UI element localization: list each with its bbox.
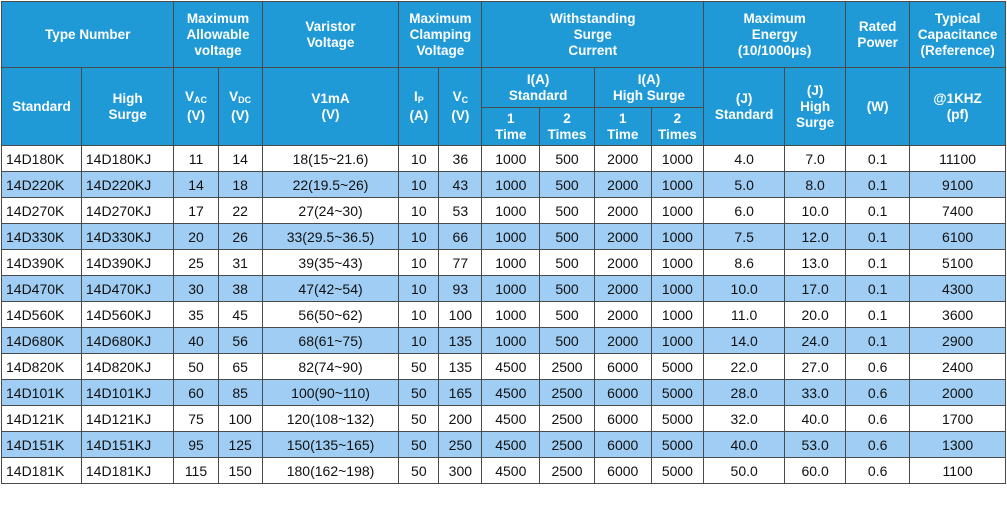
high-surge-type-cell: 14D181KJ	[81, 458, 174, 484]
std-2-times-cell: 2500	[540, 458, 595, 484]
rated-power-cell: 0.1	[846, 172, 910, 198]
standard-type-cell: 14D101K	[2, 380, 82, 406]
v1ma-cell: 150(135~165)	[262, 432, 399, 458]
hs-2-times-cell: 5000	[651, 432, 704, 458]
rated-power-cell: 0.6	[846, 380, 910, 406]
high-surge-header: High Surge	[81, 68, 174, 146]
ip-cell: 10	[399, 302, 439, 328]
capacitance-cell: 5100	[910, 250, 1006, 276]
hs-2-times-cell: 1000	[651, 198, 704, 224]
max-clamping-voltage-header: Maximum Clamping Voltage	[399, 2, 482, 68]
energy-high-surge-cell: 8.0	[785, 172, 846, 198]
vdc-cell: 45	[218, 302, 262, 328]
table-row	[2, 302, 1006, 328]
hs-2-times-cell: 5000	[651, 406, 704, 432]
vdc-cell: 31	[218, 250, 262, 276]
table-row	[2, 250, 1006, 276]
standard-1-time-header: 1 Time	[482, 108, 540, 146]
vc-cell: 135	[439, 328, 482, 354]
table-row	[2, 432, 1006, 458]
ip-cell: 50	[399, 458, 439, 484]
energy-standard-cell: 28.0	[704, 380, 785, 406]
std-1-time-cell: 1000	[482, 250, 540, 276]
std-1-time-cell: 1000	[482, 146, 540, 172]
v1ma-cell: 56(50~62)	[262, 302, 399, 328]
std-1-time-cell: 4500	[482, 406, 540, 432]
table-body	[2, 146, 1006, 484]
v1ma-cell: 39(35~43)	[262, 250, 399, 276]
ip-cell: 10	[399, 276, 439, 302]
energy-high-surge-cell: 53.0	[785, 432, 846, 458]
table-row	[2, 276, 1006, 302]
vdc-cell: 56	[218, 328, 262, 354]
v1ma-cell: 47(42~54)	[262, 276, 399, 302]
standard-type-cell: 14D270K	[2, 198, 82, 224]
ip-header: $I_P$ (A)	[399, 68, 439, 146]
rated-power-cell: 0.6	[846, 432, 910, 458]
standard-type-cell: 14D470K	[2, 276, 82, 302]
hs-1-time-cell: 2000	[594, 250, 651, 276]
std-1-time-cell: 1000	[482, 328, 540, 354]
vc-cell: 165	[439, 380, 482, 406]
standard-type-cell: 14D680K	[2, 328, 82, 354]
energy-standard-cell: 50.0	[704, 458, 785, 484]
ip-cell: 10	[399, 146, 439, 172]
energy-high-surge-header: (J) High Surge	[785, 68, 846, 146]
standard-type-cell: 14D151K	[2, 432, 82, 458]
energy-high-surge-cell: 60.0	[785, 458, 846, 484]
table-row	[2, 146, 1006, 172]
capacitance-unit-header: @1KHZ (pf)	[910, 68, 1006, 146]
vc-cell: 93	[439, 276, 482, 302]
vdc-cell: 26	[218, 224, 262, 250]
energy-standard-cell: 8.6	[704, 250, 785, 276]
vac-cell: 60	[174, 380, 218, 406]
ip-cell: 10	[399, 328, 439, 354]
energy-standard-cell: 4.0	[704, 146, 785, 172]
hs-1-time-cell: 6000	[594, 432, 651, 458]
std-1-time-cell: 4500	[482, 354, 540, 380]
v1ma-cell: 33(29.5~36.5)	[262, 224, 399, 250]
v1ma-cell: 18(15~21.6)	[262, 146, 399, 172]
table-header	[2, 2, 1006, 146]
high-surge-type-cell: 14D180KJ	[81, 146, 174, 172]
hs-1-time-cell: 6000	[594, 406, 651, 432]
high-surge-type-cell: 14D560KJ	[81, 302, 174, 328]
energy-standard-cell: 32.0	[704, 406, 785, 432]
hs-1-time-cell: 6000	[594, 354, 651, 380]
rated-power-cell: 0.6	[846, 406, 910, 432]
high-surge-type-cell: 14D390KJ	[81, 250, 174, 276]
vac-header: $V_{AC}$ (V)	[174, 68, 218, 146]
table-row	[2, 380, 1006, 406]
capacitance-cell: 1700	[910, 406, 1006, 432]
table-row	[2, 328, 1006, 354]
vc-cell: 77	[439, 250, 482, 276]
vac-cell: 95	[174, 432, 218, 458]
std-2-times-cell: 500	[540, 276, 595, 302]
vac-cell: 35	[174, 302, 218, 328]
std-2-times-cell: 500	[540, 146, 595, 172]
capacitance-cell: 4300	[910, 276, 1006, 302]
ip-cell: 10	[399, 250, 439, 276]
hs-2-times-cell: 5000	[651, 380, 704, 406]
typical-capacitance-header: Typical Capacitance (Reference)	[910, 2, 1006, 68]
vdc-cell: 22	[218, 198, 262, 224]
vac-cell: 25	[174, 250, 218, 276]
capacitance-cell: 2400	[910, 354, 1006, 380]
capacitance-cell: 2000	[910, 380, 1006, 406]
v1ma-cell: 120(108~132)	[262, 406, 399, 432]
vc-cell: 300	[439, 458, 482, 484]
high-surge-type-cell: 14D151KJ	[81, 432, 174, 458]
capacitance-cell: 6100	[910, 224, 1006, 250]
high-surge-2-times-header: 2 Times	[651, 108, 704, 146]
max-allowable-voltage-header: Maximum Allowable voltage	[174, 2, 262, 68]
std-1-time-cell: 1000	[482, 198, 540, 224]
rated-power-cell: 0.1	[846, 328, 910, 354]
v1ma-cell: 180(162~198)	[262, 458, 399, 484]
vdc-header: $V_{DC}$ (V)	[218, 68, 262, 146]
standard-type-cell: 14D181K	[2, 458, 82, 484]
energy-standard-cell: 7.5	[704, 224, 785, 250]
vac-cell: 14	[174, 172, 218, 198]
vac-cell: 11	[174, 146, 218, 172]
vdc-cell: 85	[218, 380, 262, 406]
std-2-times-cell: 2500	[540, 432, 595, 458]
surge-standard-header: I(A) Standard	[482, 68, 594, 108]
rated-power-cell: 0.1	[846, 146, 910, 172]
ip-cell: 50	[399, 354, 439, 380]
energy-standard-cell: 10.0	[704, 276, 785, 302]
energy-high-surge-cell: 10.0	[785, 198, 846, 224]
high-surge-type-cell: 14D101KJ	[81, 380, 174, 406]
rated-power-cell: 0.6	[846, 354, 910, 380]
ip-cell: 50	[399, 380, 439, 406]
energy-standard-cell: 40.0	[704, 432, 785, 458]
standard-type-cell: 14D390K	[2, 250, 82, 276]
rated-power-cell: 0.1	[846, 276, 910, 302]
capacitance-cell: 2900	[910, 328, 1006, 354]
energy-high-surge-cell: 7.0	[785, 146, 846, 172]
energy-standard-header: (J) Standard	[704, 68, 785, 146]
hs-1-time-cell: 2000	[594, 276, 651, 302]
table-row	[2, 198, 1006, 224]
high-surge-type-cell: 14D330KJ	[81, 224, 174, 250]
vdc-cell: 38	[218, 276, 262, 302]
std-2-times-cell: 2500	[540, 380, 595, 406]
capacitance-cell: 9100	[910, 172, 1006, 198]
hs-1-time-cell: 2000	[594, 302, 651, 328]
vdc-cell: 18	[218, 172, 262, 198]
vc-cell: 53	[439, 198, 482, 224]
capacitance-cell: 3600	[910, 302, 1006, 328]
v1ma-header: V1mA (V)	[262, 68, 399, 146]
std-1-time-cell: 4500	[482, 458, 540, 484]
varistor-spec-table	[1, 1, 1006, 484]
standard-type-cell: 14D820K	[2, 354, 82, 380]
vac-cell: 50	[174, 354, 218, 380]
vac-cell: 75	[174, 406, 218, 432]
max-energy-header: Maximum Energy (10/1000μs)	[704, 2, 846, 68]
vc-cell: 36	[439, 146, 482, 172]
capacitance-cell: 1300	[910, 432, 1006, 458]
ip-cell: 10	[399, 198, 439, 224]
hs-2-times-cell: 1000	[651, 224, 704, 250]
vc-cell: 135	[439, 354, 482, 380]
type-number-header: Type Number	[2, 2, 174, 68]
hs-2-times-cell: 1000	[651, 146, 704, 172]
withstanding-surge-current-header: Withstanding Surge Current	[482, 2, 704, 68]
vc-cell: 43	[439, 172, 482, 198]
hs-2-times-cell: 1000	[651, 302, 704, 328]
hs-2-times-cell: 5000	[651, 354, 704, 380]
ip-cell: 50	[399, 432, 439, 458]
vc-cell: 66	[439, 224, 482, 250]
rated-power-cell: 0.1	[846, 224, 910, 250]
hs-2-times-cell: 1000	[651, 328, 704, 354]
energy-standard-cell: 11.0	[704, 302, 785, 328]
v1ma-cell: 82(74~90)	[262, 354, 399, 380]
energy-high-surge-cell: 24.0	[785, 328, 846, 354]
hs-2-times-cell: 5000	[651, 458, 704, 484]
ip-cell: 50	[399, 406, 439, 432]
surge-high-surge-header: I(A) High Surge	[594, 68, 703, 108]
standard-header: Standard	[2, 68, 82, 146]
v1ma-cell: 22(19.5~26)	[262, 172, 399, 198]
std-1-time-cell: 1000	[482, 224, 540, 250]
energy-high-surge-cell: 27.0	[785, 354, 846, 380]
standard-type-cell: 14D180K	[2, 146, 82, 172]
high-surge-type-cell: 14D680KJ	[81, 328, 174, 354]
vac-cell: 30	[174, 276, 218, 302]
varistor-voltage-header: Varistor Voltage	[262, 2, 399, 68]
vdc-cell: 125	[218, 432, 262, 458]
energy-high-surge-cell: 13.0	[785, 250, 846, 276]
hs-1-time-cell: 2000	[594, 224, 651, 250]
energy-standard-cell: 5.0	[704, 172, 785, 198]
std-2-times-cell: 2500	[540, 354, 595, 380]
hs-1-time-cell: 2000	[594, 198, 651, 224]
vdc-cell: 14	[218, 146, 262, 172]
table-row	[2, 458, 1006, 484]
rated-power-unit-header: (W)	[846, 68, 910, 146]
capacitance-cell: 7400	[910, 198, 1006, 224]
energy-high-surge-cell: 12.0	[785, 224, 846, 250]
std-1-time-cell: 1000	[482, 302, 540, 328]
standard-2-times-header: 2 Times	[540, 108, 595, 146]
capacitance-cell: 1100	[910, 458, 1006, 484]
table-row	[2, 224, 1006, 250]
std-1-time-cell: 1000	[482, 172, 540, 198]
high-surge-type-cell: 14D270KJ	[81, 198, 174, 224]
std-2-times-cell: 500	[540, 172, 595, 198]
high-surge-type-cell: 14D121KJ	[81, 406, 174, 432]
vac-cell: 17	[174, 198, 218, 224]
energy-high-surge-cell: 20.0	[785, 302, 846, 328]
hs-2-times-cell: 1000	[651, 172, 704, 198]
std-2-times-cell: 500	[540, 302, 595, 328]
std-1-time-cell: 1000	[482, 276, 540, 302]
vdc-cell: 100	[218, 406, 262, 432]
vac-cell: 40	[174, 328, 218, 354]
hs-2-times-cell: 1000	[651, 250, 704, 276]
std-2-times-cell: 2500	[540, 406, 595, 432]
std-2-times-cell: 500	[540, 328, 595, 354]
vdc-cell: 150	[218, 458, 262, 484]
vc-cell: 200	[439, 406, 482, 432]
hs-1-time-cell: 6000	[594, 380, 651, 406]
table-row	[2, 354, 1006, 380]
std-2-times-cell: 500	[540, 198, 595, 224]
high-surge-type-cell: 14D820KJ	[81, 354, 174, 380]
hs-1-time-cell: 6000	[594, 458, 651, 484]
vc-cell: 250	[439, 432, 482, 458]
energy-standard-cell: 22.0	[704, 354, 785, 380]
rated-power-cell: 0.6	[846, 458, 910, 484]
energy-standard-cell: 6.0	[704, 198, 785, 224]
high-surge-1-time-header: 1 Time	[594, 108, 651, 146]
hs-1-time-cell: 2000	[594, 146, 651, 172]
hs-1-time-cell: 2000	[594, 172, 651, 198]
vac-cell: 20	[174, 224, 218, 250]
hs-2-times-cell: 1000	[651, 276, 704, 302]
energy-standard-cell: 14.0	[704, 328, 785, 354]
v1ma-cell: 27(24~30)	[262, 198, 399, 224]
table-row	[2, 406, 1006, 432]
rated-power-cell: 0.1	[846, 302, 910, 328]
hs-1-time-cell: 2000	[594, 328, 651, 354]
std-2-times-cell: 500	[540, 224, 595, 250]
energy-high-surge-cell: 17.0	[785, 276, 846, 302]
rated-power-header: Rated Power	[846, 2, 910, 68]
vdc-cell: 65	[218, 354, 262, 380]
v1ma-cell: 100(90~110)	[262, 380, 399, 406]
high-surge-type-cell: 14D470KJ	[81, 276, 174, 302]
ip-cell: 10	[399, 224, 439, 250]
std-1-time-cell: 4500	[482, 380, 540, 406]
vc-cell: 100	[439, 302, 482, 328]
energy-high-surge-cell: 33.0	[785, 380, 846, 406]
standard-type-cell: 14D330K	[2, 224, 82, 250]
std-1-time-cell: 4500	[482, 432, 540, 458]
std-2-times-cell: 500	[540, 250, 595, 276]
rated-power-cell: 0.1	[846, 250, 910, 276]
vac-cell: 115	[174, 458, 218, 484]
capacitance-cell: 11100	[910, 146, 1006, 172]
ip-cell: 10	[399, 172, 439, 198]
high-surge-type-cell: 14D220KJ	[81, 172, 174, 198]
standard-type-cell: 14D220K	[2, 172, 82, 198]
standard-type-cell: 14D560K	[2, 302, 82, 328]
table-row	[2, 172, 1006, 198]
energy-high-surge-cell: 40.0	[785, 406, 846, 432]
rated-power-cell: 0.1	[846, 198, 910, 224]
standard-type-cell: 14D121K	[2, 406, 82, 432]
v1ma-cell: 68(61~75)	[262, 328, 399, 354]
vc-header: $V_C$ (V)	[439, 68, 482, 146]
